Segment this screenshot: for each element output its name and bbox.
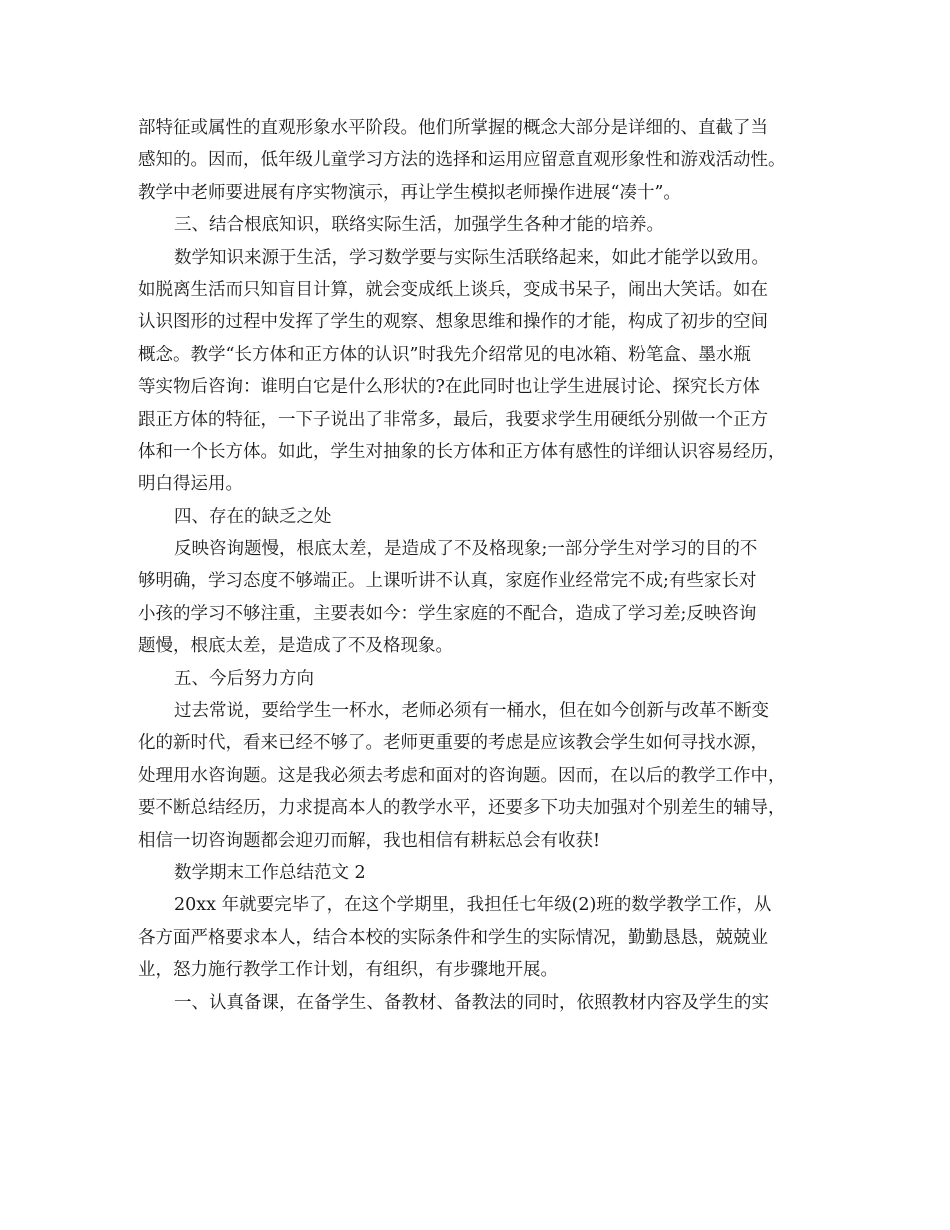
text-line: 20xx 年就要完毕了，在这个学期里，我担任七年级(2)班的数学教学工作，从 bbox=[174, 895, 772, 916]
text-line: 相信一切咨询题都会迎刃而解，我也相信有耕耘总会有收获! bbox=[138, 830, 601, 851]
text-line: 化的新时代，看来已经不够了。老师更重要的考虑是应该教会学生如何寻找水源， bbox=[138, 733, 768, 754]
text-line: 业，怒力施行教学工作计划，有组织，有步骤地开展。 bbox=[138, 960, 558, 981]
text-line: 部特征或属性的直观形象水平阶段。他们所掌握的概念大部分是详细的、直截了当 bbox=[138, 118, 768, 138]
text-line: 反映咨询题慢，根底太差，是造成了不及格现象;一部分学生对学习的目的不 bbox=[174, 539, 758, 560]
text-line: 体和一个长方体。如此，学生对抽象的长方体和正方体有感性的详细认识容易经历， bbox=[138, 441, 786, 462]
text-line: 感知的。因而，低年级儿童学习方法的选择和运用应留意直观形象性和游戏活动性。 bbox=[138, 150, 786, 171]
text-line: 各方面严格要求本人，结合本校的实际条件和学生的实际情况，勤勤恳恳，兢兢业 bbox=[138, 927, 768, 948]
document-body bbox=[138, 112, 828, 1019]
text-line: 题慢，根底太差，是造成了不及格现象。 bbox=[138, 636, 453, 657]
text-line: 过去常说，要给学生一杯水，老师必须有一桶水，但在如今创新与改革不断变 bbox=[174, 701, 769, 722]
text-line: 够明确，学习态度不够端正。上课听讲不认真，家庭作业经常完不成;有些家长对 bbox=[138, 571, 757, 592]
text-line: 三、结合根底知识，联络实际生活，加强学生各种才能的培养。 bbox=[174, 215, 664, 236]
text-line: 跟正方体的特征，一下子说出了非常多，最后，我要求学生用硬纸分别做一个正方 bbox=[138, 409, 768, 430]
text-line: 等实物后咨询：谁明白它是什么形状的?在此同时也让学生进展讨论、探究长方体 bbox=[138, 377, 760, 398]
text-line: 四、存在的缺乏之处 bbox=[174, 506, 332, 527]
text-line: 如脱离生活而只知盲目计算，就会变成纸上谈兵，变成书呆子，闹出大笑话。如在 bbox=[138, 279, 768, 300]
text-line: 一、认真备课，在备学生、备教材、备教法的同时，依照教材内容及学生的实 bbox=[174, 992, 769, 1013]
text-line: 小孩的学习不够注重，主要表如今：学生家庭的不配合，造成了学习差;反映咨询 bbox=[138, 603, 757, 624]
text-line: 明白得运用。 bbox=[138, 474, 243, 495]
text-line: 要不断总结经历，力求提高本人的教学水平，还要多下功夫加强对个别差生的辅导， bbox=[138, 798, 786, 819]
text-line: 数学知识来源于生活，学习数学要与实际生活联络起来，如此才能学以致用。 bbox=[174, 247, 769, 268]
text-line: 认识图形的过程中发挥了学生的观察、想象思维和操作的才能，构成了初步的空间 bbox=[138, 312, 768, 333]
text-line: 处理用水咨询题。这是我必须去考虑和面对的咨询题。因而，在以后的教学工作中， bbox=[138, 765, 786, 786]
text-line: 教学中老师要进展有序实物演示，再让学生模拟老师操作进展“凑十”。 bbox=[138, 182, 681, 203]
text-line: 数学期末工作总结范文 2 bbox=[174, 862, 366, 883]
text-line: 概念。教学“长方体和正方体的认识”时我先介绍常见的电冰箱、粉笔盒、墨水瓶 bbox=[138, 344, 751, 365]
text-line: 五、今后努力方向 bbox=[174, 668, 314, 689]
